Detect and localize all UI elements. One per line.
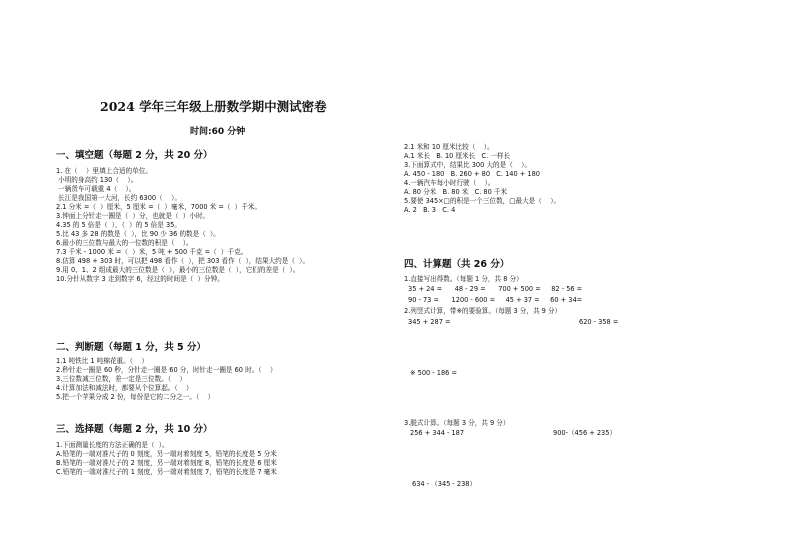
question-line: 4.计算加法和减法时，都要从个位算起。（ ）: [56, 384, 193, 392]
question-line: A.铅笔的一端对准尺子的 0 刻度，另一端对着刻度 5，铅笔的长度是 5 分米: [56, 450, 277, 458]
calc-q3-c: 634 - （345 - 238）: [412, 480, 477, 488]
exam-time: 时间:60 分钟: [190, 127, 246, 137]
section-choice-questions: [56, 441, 277, 477]
section-calculation-heading: 四、计算题（共 26 分）: [404, 259, 510, 270]
question-line: 3.钟面上分针走一圈是（ ）分，也就是（ ）小时。: [56, 212, 210, 220]
section-choice-continued: [404, 143, 560, 215]
section-choice-heading: 三、选择题（每题 2 分，共 10 分）: [56, 424, 213, 435]
section-true-false-questions: [56, 357, 277, 402]
calc-q3-title: 3.脱式计算。（每题 3 分，共 9 分）: [404, 419, 510, 427]
question-line: A. 450 - 180 B. 260 + 80 C. 140 + 180: [404, 170, 540, 178]
question-line: 2.1 米和 10 厘米比较（ ）。: [404, 143, 494, 151]
question-line: C.铅笔的一端对准尺子的 1 刻度，另一端对着刻度 7，铅笔的长度是 7 毫米: [56, 468, 277, 476]
calc-q2-a: 345 + 287 =: [408, 318, 451, 326]
question-line: 9.用 0、1、2 组成最大的三位数是（ ），最小的三位数是（ ），它们的差是（ ）。: [56, 266, 300, 274]
question-line: 5.把一个苹果分成 2 份，每份是它的二分之一。（ ）: [56, 393, 215, 401]
question-line: 6.最小的三位数与最大的一位数的积是（ ）。: [56, 239, 193, 247]
calc-q3-b: 900-（456 + 235）: [553, 429, 617, 437]
question-line: 1.1 吨铁比 1 吨棉花重。（ ）: [56, 357, 148, 365]
question-line: 8.估算 498 + 303 时，可以把 498 看作（ ），把 303 看作（ ），结果大约是（ ）。: [56, 257, 310, 265]
calc-q1-row-2: 90 - 73 = 1200 - 600 = 45 + 37 = 60 + 34=: [408, 296, 583, 304]
question-line: 2.1 分米 =（ ）厘米，5 厘米 =（ ）毫米，7000 米 =（ ）千米。: [56, 203, 262, 211]
page-title: 2024 学年三年级上册数学期中测试密卷: [100, 99, 327, 114]
question-line: 5.比 43 多 28 的数是（ ），比 90 少 36 的数是（ ）。: [56, 230, 220, 238]
question-line: A. 2 B. 3 C. 4: [404, 206, 456, 214]
calc-q2-b: 620 - 358 =: [579, 318, 619, 326]
question-line: 一辆货车可载重 4（ ）。: [56, 185, 136, 193]
question-line: 长江是我国第一大河，长约 6300（ ）。: [56, 194, 181, 202]
question-line: 10.分针从数字 3 走到数字 6，经过的时间是（ ）分钟。: [56, 275, 224, 283]
question-line: 1.下面测量长度的方法正确的是（ ）。: [56, 441, 169, 449]
section-true-false-heading: 二、判断题（每题 1 分，共 5 分）: [56, 342, 206, 353]
question-line: 3.三位数减三位数，差一定是三位数。（ ）: [56, 375, 187, 383]
question-line: A. 80 分米 B. 80 米 C. 80 千米: [404, 188, 508, 196]
section-fill-blank-questions: [56, 167, 309, 284]
question-line: 小明的身高约 130（ ）。: [56, 176, 138, 184]
calc-q2-c: ※ 500 - 186 =: [410, 369, 457, 377]
question-line: 4.一辆汽车每小时行驶（ ）。: [404, 179, 495, 187]
calc-q1-row-1: 35 + 24 = 48 - 29 = 700 + 500 = 82 - 56 =: [408, 285, 583, 293]
question-line: B.铅笔的一端对准尺子的 2 刻度，另一端对着刻度 8，铅笔的长度是 6 厘米: [56, 459, 277, 467]
question-line: 5.要使 345×□的积是一个三位数，□最大是（ ）。: [404, 197, 561, 205]
calc-q1-title: 1.直接写出得数。（每题 1 分，共 8 分）: [404, 275, 523, 283]
question-line: 4.35 的 5 倍是（ ），（ ）的 5 倍是 35。: [56, 221, 181, 229]
calc-q2-title: 2.列竖式计算，带※的要验算。（每题 3 分，共 9 分）: [404, 307, 562, 315]
question-line: A.1 米长 B. 10 厘米长 C. 一样长: [404, 152, 511, 160]
section-fill-blank-heading: 一、填空题（每题 2 分，共 20 分）: [56, 150, 213, 161]
question-line: 7.3 千米 - 1000 米 =（ ）米，5 吨 + 500 千克 =（ ）千克。: [56, 248, 248, 256]
question-line: 3.下面算式中，结果比 300 大的是（ ）。: [404, 161, 532, 169]
question-line: 2.秒针走一圈是 60 秒，分针走一圈是 60 分，时针走一圈是 60 时。（ ）: [56, 366, 277, 374]
question-line: 1. 在（ ）里填上合适的单位。: [56, 167, 152, 175]
calc-q3-a: 256 + 344 - 187: [410, 429, 465, 437]
